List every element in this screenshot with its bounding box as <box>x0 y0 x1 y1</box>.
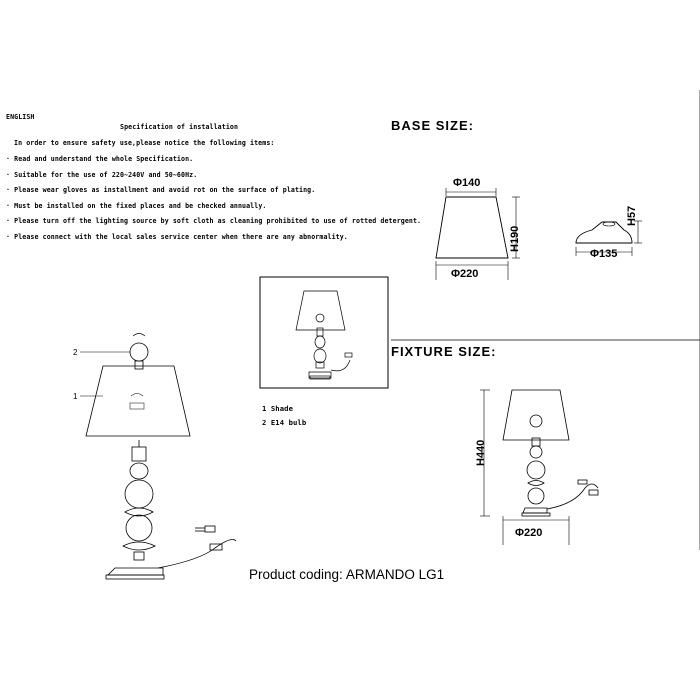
callout-1: 1 <box>73 392 78 401</box>
left-lamp <box>80 334 236 580</box>
shade-height: H190 <box>509 225 521 252</box>
shade-bottom-diameter: Φ220 <box>451 268 479 280</box>
base-diameter: Φ135 <box>590 248 618 260</box>
legend-shade: 1 Shade <box>262 404 293 413</box>
spec-intro: In order to ensure safety use,please notice the following items: <box>14 139 275 147</box>
base-size-heading: BASE SIZE: <box>391 118 474 133</box>
callout-2: 2 <box>73 348 78 357</box>
fixture-height: H440 <box>475 439 487 466</box>
shade-diagram <box>436 188 520 280</box>
spec-item: · Read and understand the whole Specification. <box>6 155 194 163</box>
product-coding: Product coding: ARMANDO LG1 <box>249 567 445 582</box>
fixture-lamp <box>480 390 598 545</box>
center-lamp <box>296 291 352 379</box>
base-height: H57 <box>626 205 638 226</box>
spec-title: Specification of installation <box>120 123 239 131</box>
center-lamp-frame <box>260 277 388 388</box>
spec-item: · Please wear gloves as installment and avoid rot on the surface of plating. <box>6 186 316 194</box>
spec-item: · Please turn off the lighting source by soft cloth as cleaning prohibited to use of rotted detergent. <box>6 217 422 225</box>
fixture-diameter: Φ220 <box>515 527 543 539</box>
spec-item: · Must be installed on the fixed places and be checked annually. <box>6 202 267 210</box>
spec-language: ENGLISH <box>6 113 35 121</box>
spec-item: · Suitable for the use of 220~240V and 50~60Hz. <box>6 171 198 179</box>
fixture-size-heading: FIXTURE SIZE: <box>391 344 497 359</box>
shade-top-diameter: Φ140 <box>453 177 481 189</box>
spec-item: · Please connect with the local sales service center when there are any abnormality. <box>6 233 348 241</box>
base-diagram <box>576 221 642 256</box>
legend-bulb: 2 E14 bulb <box>262 418 307 427</box>
